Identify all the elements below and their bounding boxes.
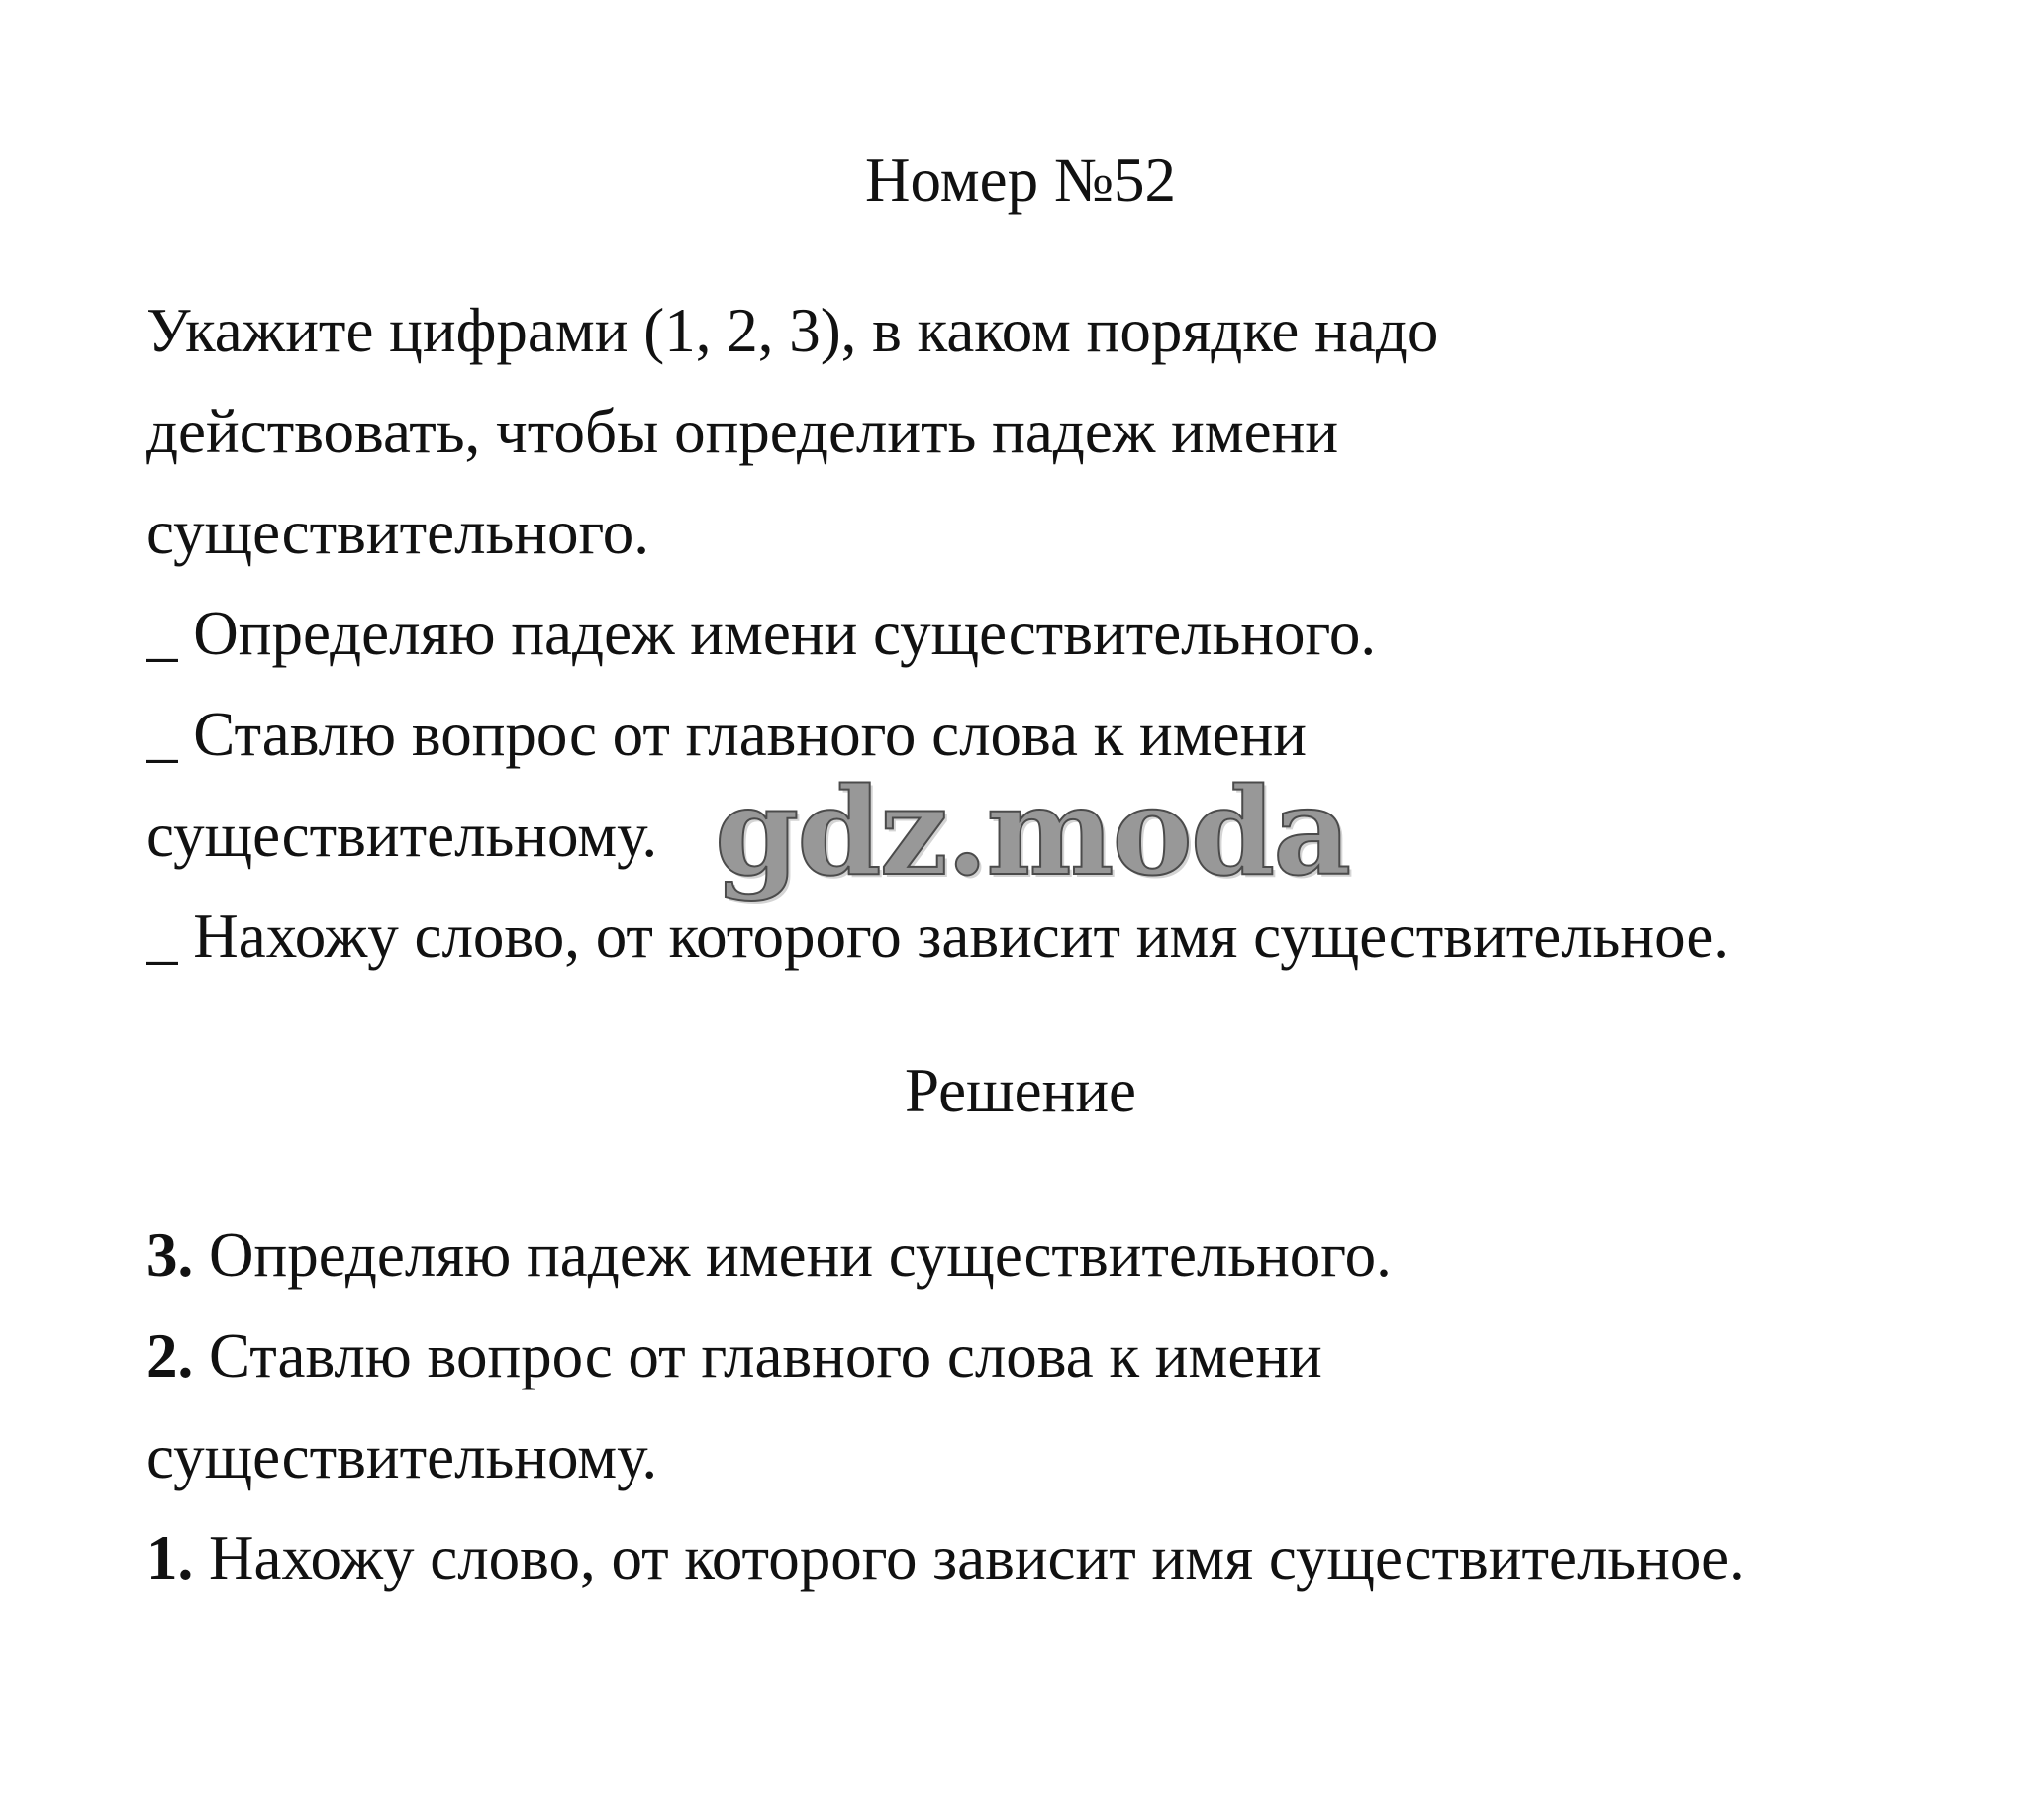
solution-step-3 [146,1522,1745,1593]
task-option-1: _ Определяю падеж имени существительного. [146,599,1377,668]
solution-step-number: 3. [146,1220,194,1290]
task-option-3: _ Нахожу слово, от которого зависит имя существительное. [146,902,1730,971]
task-prompt-line-3: существительного. [146,498,650,567]
task-option-2-continuation: существительному. [146,801,658,870]
task-prompt-line-1: Укажите цифрами (1, 2, 3), в каком порядке надо [146,296,1439,365]
watermark-logo: gdz.moda [715,760,1350,903]
task-option-2: _ Ставлю вопрос от главного слова к имени [146,700,1308,769]
solution-step-2 [146,1320,1322,1391]
solution-heading: Решение [904,1056,1137,1125]
solution-step-text: Нахожу слово, от которого зависит имя существительное. [193,1523,1745,1592]
solution-step-text: существительному. [146,1422,658,1491]
solution-step-number: 2. [146,1321,194,1390]
solution-step-text: Определяю падеж имени существительного. [193,1220,1392,1290]
solution-step-text: Ставлю вопрос от главного слова к имени [193,1321,1322,1390]
task-prompt-line-2: действовать, чтобы определить падеж имени [146,397,1339,466]
solution-step-1 [146,1219,1392,1291]
task-title: Номер №52 [865,145,1176,215]
solution-step-number: 1. [146,1523,194,1592]
solution-step-2-continuation [146,1421,657,1492]
